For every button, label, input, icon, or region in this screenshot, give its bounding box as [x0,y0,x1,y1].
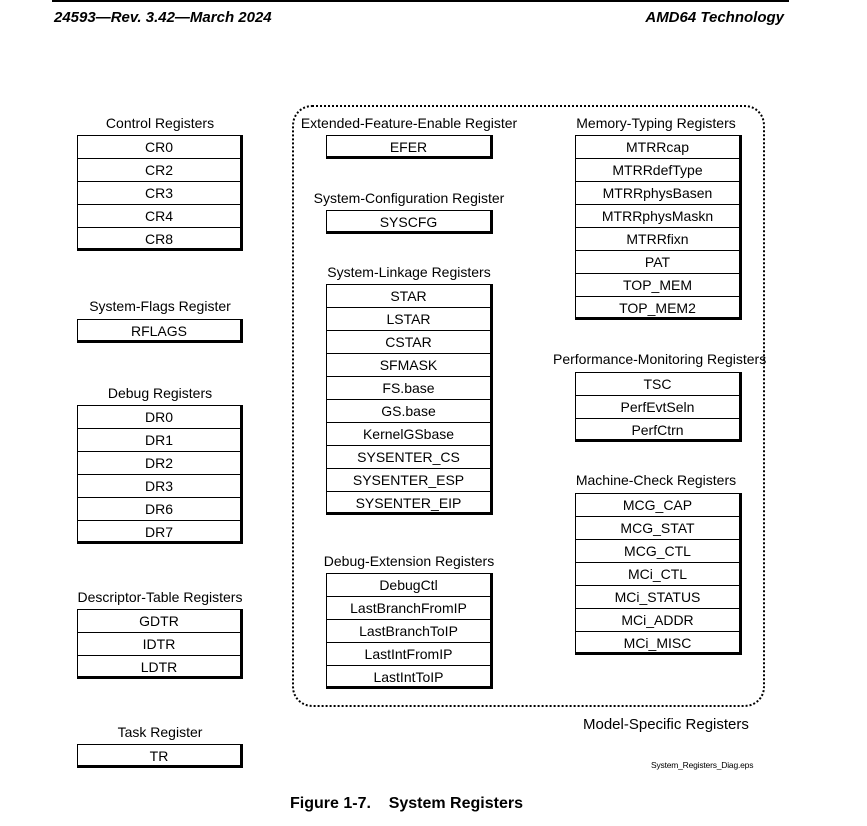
register-sysenter-esp: SYSENTER_ESP [326,468,493,492]
register-mtrrcap: MTRRcap [575,135,742,159]
register-mcg-ctl: MCG_CTL [575,539,742,563]
register-mcg-cap: MCG_CAP [575,493,742,517]
task-register-title: Task Register [117,724,203,740]
system-linkage-registers-title: System-Linkage Registers [327,264,491,280]
efer-title: Extended-Feature-Enable Register [300,115,518,131]
register-star: STAR [326,284,493,308]
register-mci-addr: MCi_ADDR [575,608,742,632]
register-rflags: RFLAGS [77,319,243,343]
figure-caption: Figure 1-7. System Registers [290,795,523,812]
register-cstar: CSTAR [326,330,493,354]
register-mci-status: MCi_STATUS [575,585,742,609]
register-lastbranchfromip: LastBranchFromIP [326,596,493,620]
register-lstar: LSTAR [326,307,493,331]
register-mcg-stat: MCG_STAT [575,516,742,540]
register-kernelgsbase: KernelGSbase [326,422,493,446]
eps-filename: System_Registers_Diag.eps [651,760,754,770]
debug-registers-title: Debug Registers [107,385,213,401]
register-dr1: DR1 [77,428,243,452]
register-pat: PAT [575,250,742,274]
syscfg-title: System-Configuration Register [313,190,505,206]
descriptor-table-registers-title: Descriptor-Table Registers [77,589,243,605]
document-revision: 24593—Rev. 3.42—March 2024 [54,9,272,26]
system-linkage-registers-stack [326,284,493,515]
register-dr7: DR7 [77,520,243,544]
control-registers-title: Control Registers [105,115,215,131]
model-specific-registers-label: Model-Specific Registers [583,716,749,733]
register-gs-base: GS.base [326,399,493,423]
syscfg-stack [326,210,493,234]
register-lastintfromip: LastIntFromIP [326,642,493,666]
register-sfmask: SFMASK [326,353,493,377]
register-debugctl: DebugCtl [326,573,493,597]
machine-check-registers-title: Machine-Check Registers [575,472,737,488]
register-top-mem2: TOP_MEM2 [575,296,742,320]
performance-monitoring-registers-title: Performance-Monitoring Registers [553,351,767,367]
performance-monitoring-registers-stack [575,372,742,442]
system-flags-register-stack [77,319,243,343]
register-ldtr: LDTR [77,655,243,679]
register-lastinttoip: LastIntToIP [326,665,493,689]
machine-check-registers-stack [575,493,742,655]
register-cr4: CR4 [77,204,243,228]
register-syscfg: SYSCFG [326,210,493,234]
register-cr2: CR2 [77,158,243,182]
control-registers-stack [77,135,243,251]
header-rule [52,0,789,2]
register-mtrrphysmaskn: MTRRphysMaskn [575,204,742,228]
register-dr2: DR2 [77,451,243,475]
register-mtrrphysbasen: MTRRphysBasen [575,181,742,205]
system-flags-register-title: System-Flags Register [89,298,231,314]
register-cr0: CR0 [77,135,243,159]
register-cr8: CR8 [77,227,243,251]
register-mci-misc: MCi_MISC [575,631,742,655]
register-dr3: DR3 [77,474,243,498]
register-tsc: TSC [575,372,742,396]
debug-registers-stack [77,405,243,544]
register-fs-base: FS.base [326,376,493,400]
register-gdtr: GDTR [77,609,243,633]
memory-typing-registers-title: Memory-Typing Registers [576,115,736,131]
register-cr3: CR3 [77,181,243,205]
register-tr: TR [77,744,243,768]
register-sysenter-cs: SYSENTER_CS [326,445,493,469]
register-efer: EFER [326,135,493,159]
register-mtrrfixn: MTRRfixn [575,227,742,251]
document-title: AMD64 Technology [645,9,784,26]
register-dr6: DR6 [77,497,243,521]
debug-extension-registers-stack [326,573,493,689]
register-sysenter-eip: SYSENTER_EIP [326,491,493,515]
register-idtr: IDTR [77,632,243,656]
descriptor-table-registers-stack [77,609,243,679]
debug-extension-registers-title: Debug-Extension Registers [323,553,495,569]
register-top-mem: TOP_MEM [575,273,742,297]
register-mtrrdeftype: MTRRdefType [575,158,742,182]
register-mci-ctl: MCi_CTL [575,562,742,586]
task-register-stack [77,744,243,768]
memory-typing-registers-stack [575,135,742,320]
register-dr0: DR0 [77,405,243,429]
register-lastbranchtoip: LastBranchToIP [326,619,493,643]
register-perfevtseln: PerfEvtSeln [575,395,742,419]
efer-stack [326,135,493,159]
register-perfctrn: PerfCtrn [575,418,742,442]
